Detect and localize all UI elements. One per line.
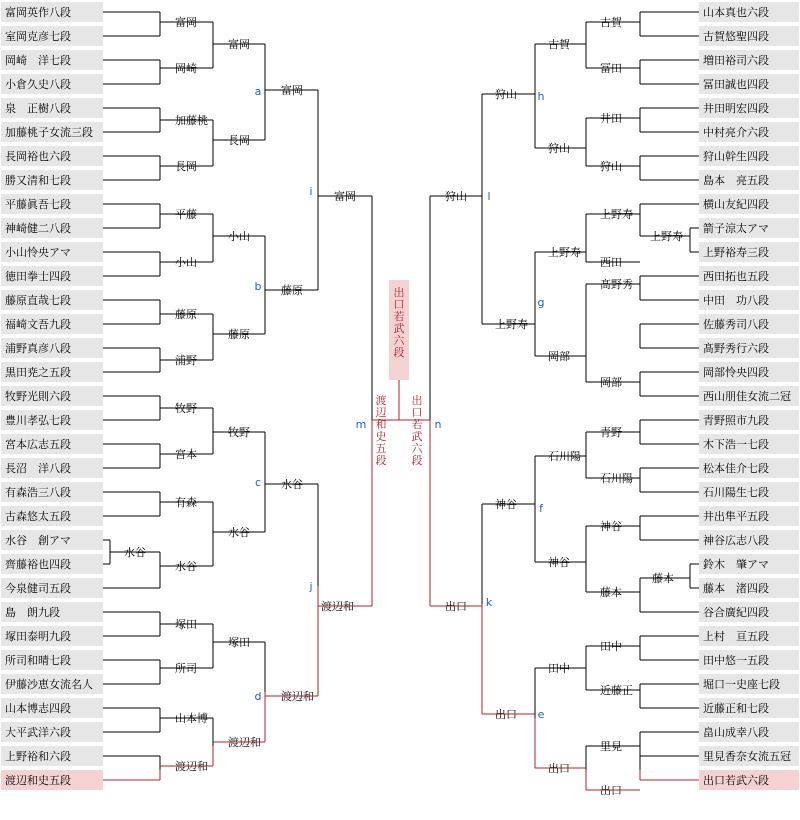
r2-winner-left: 藤原 xyxy=(228,328,250,341)
player-name-left: 徳田拳士四段 xyxy=(5,270,71,283)
player-name-right: 山本真也六段 xyxy=(703,6,769,19)
r1-winner-right: 近藤正 xyxy=(600,684,633,697)
r1-winner-right: 井田 xyxy=(600,112,622,125)
player-name-right: 鈴木 肇アマ xyxy=(703,558,769,571)
r1-winner-left: 岡崎 xyxy=(175,62,197,75)
match-label-right: g xyxy=(537,296,545,309)
player-name-left: 室岡克彦七段 xyxy=(5,30,71,43)
r1-winner-right: 上野寿 xyxy=(600,208,633,221)
player-name-left: 長岡裕也六段 xyxy=(5,150,71,163)
player-name-right: 里見香奈女流五冠 xyxy=(703,750,791,763)
r2-winner-right: 出口 xyxy=(548,762,570,775)
player-name-right: 中田 功八段 xyxy=(703,294,769,307)
player-name-left: 豊川孝弘七段 xyxy=(5,414,71,427)
player-name-right: 畠山成幸八段 xyxy=(703,726,769,739)
prelim-winner-left: 水谷 xyxy=(124,546,146,559)
r2-winner-left: 富岡 xyxy=(228,38,250,51)
player-name-left: 牧野光則六段 xyxy=(5,390,71,403)
player-name-right: 堀口一史座七段 xyxy=(703,678,780,691)
player-name-left: 伊藤沙恵女流名人 xyxy=(5,678,93,691)
match-label-right: l xyxy=(487,190,491,203)
r1-winner-right: 岡部 xyxy=(600,376,622,389)
r1-winner-left: 有森 xyxy=(175,496,197,509)
r1-winner-right: 西田 xyxy=(600,256,622,269)
match-label-left: c xyxy=(254,476,262,489)
r4-winner-left: 富岡 xyxy=(334,190,356,203)
r4-winner-left: 渡辺和 xyxy=(321,600,354,613)
r1-winner-left: 浦野 xyxy=(175,354,197,367)
r1-winner-right: 藤本 xyxy=(600,586,622,599)
player-name-left: 山本博志四段 xyxy=(5,702,71,715)
player-name-left: 富岡英作八段 xyxy=(5,6,71,19)
player-name-right: 近藤正和七段 xyxy=(703,702,769,715)
r1-winner-left: 長岡 xyxy=(175,160,197,173)
r1-winner-right: 石川陽 xyxy=(600,472,633,485)
player-name-right: 上村 亘五段 xyxy=(703,630,769,643)
r1-winner-right: 青野 xyxy=(600,426,622,439)
r3-winner-right: 出口 xyxy=(495,708,517,721)
player-name-right: 冨田誠也四段 xyxy=(703,78,769,91)
player-name-right: 髙野秀行六段 xyxy=(703,342,769,355)
r3-winner-right: 狩山 xyxy=(495,88,517,101)
player-name-left: 有森浩三八段 xyxy=(5,486,71,499)
match-label-right: k xyxy=(485,596,493,609)
r3-winner-right: 上野寿 xyxy=(495,318,528,331)
match-label-left: b xyxy=(254,280,262,293)
player-name-right: 木下浩一七段 xyxy=(703,438,769,451)
r4-winner-right: 出口 xyxy=(445,600,467,613)
r2-winner-left: 小山 xyxy=(228,230,250,243)
match-label-right: e xyxy=(537,708,545,721)
r2-winner-right: 上野寿 xyxy=(548,246,581,259)
r1-winner-right: 冨田 xyxy=(600,62,622,75)
r3-winner-left: 富岡 xyxy=(281,84,303,97)
player-name-right: 中村亮介六段 xyxy=(703,126,769,139)
r2-winner-right: 神谷 xyxy=(548,556,570,569)
player-name-right: 井出隼平五段 xyxy=(703,510,769,523)
r3-winner-right: 神谷 xyxy=(495,498,517,511)
player-name-right: 神谷広志八段 xyxy=(703,534,769,547)
r1-winner-left: 加藤桃 xyxy=(175,114,208,127)
r1-winner-right: 古賀 xyxy=(600,16,622,29)
player-name-left: 平藤眞吾七段 xyxy=(5,198,71,211)
player-name-left: 藤原直哉七段 xyxy=(5,294,71,307)
r1-winner-right: 狩山 xyxy=(600,160,622,173)
player-name-left: 宮本広志五段 xyxy=(5,438,71,451)
match-label-left: i xyxy=(309,185,313,198)
player-name-right: 増田裕司六段 xyxy=(703,54,769,67)
match-label-left: a xyxy=(254,85,262,98)
r1-winner-left: 山本博 xyxy=(175,712,208,725)
player-name-right: 横山友紀四段 xyxy=(703,198,769,211)
r1-winner-left: 所司 xyxy=(175,662,197,675)
r2-winner-left: 渡辺和 xyxy=(228,736,261,749)
player-name-left: 神崎健二八段 xyxy=(5,222,71,235)
r1-winner-left: 小山 xyxy=(175,256,197,269)
player-name-left: 浦野真彦八段 xyxy=(5,342,71,355)
player-name-left: 福崎文吾九段 xyxy=(5,318,71,331)
match-label-left: d xyxy=(254,690,262,703)
player-name-right: 古賀悠聖四段 xyxy=(703,30,769,43)
player-name-left: 泉 正樹八段 xyxy=(5,102,71,115)
player-name-left: 島 朗九段 xyxy=(5,606,60,619)
player-name-right: 田中悠一五段 xyxy=(703,654,769,667)
r1-winner-right: 田中 xyxy=(600,640,622,653)
r1-winner-right: 里見 xyxy=(600,740,622,753)
player-name-left: 所司和晴七段 xyxy=(5,654,71,667)
r3-winner-left: 藤原 xyxy=(281,284,303,297)
player-name-left: 岡崎 洋七段 xyxy=(5,54,71,67)
r1-winner-left: 牧野 xyxy=(175,402,197,415)
player-name-left: 長沼 洋八段 xyxy=(5,462,71,475)
r3-winner-left: 水谷 xyxy=(281,478,303,491)
r1-winner-left: 宮本 xyxy=(175,448,197,461)
r2-winner-right: 狩山 xyxy=(548,142,570,155)
player-name-right: 佐藤秀司八段 xyxy=(703,318,769,331)
prelim-winner-right: 上野寿 xyxy=(650,230,683,243)
player-name-right: 出口若武六段 xyxy=(703,774,769,787)
player-name-right: 西山朋佳女流二冠 xyxy=(703,390,791,403)
player-name-left: 今泉健司五段 xyxy=(5,582,71,595)
prelim-winner-right: 藤本 xyxy=(652,572,674,585)
r1-winner-right: 髙野秀 xyxy=(600,278,633,291)
r1-winner-left: 富岡 xyxy=(175,16,197,29)
player-name-left: 大平武洋六段 xyxy=(5,726,71,739)
r1-winner-right: 出口 xyxy=(600,784,622,797)
r2-winner-left: 長岡 xyxy=(228,134,250,147)
r1-winner-right: 神谷 xyxy=(600,520,622,533)
r1-winner-left: 藤原 xyxy=(175,308,197,321)
player-name-right: 藤本 渚四段 xyxy=(703,582,769,595)
player-name-right: 井田明宏四段 xyxy=(703,102,769,115)
player-name-left: 齊藤裕也四段 xyxy=(5,558,71,571)
player-name-right: 上野裕寿三段 xyxy=(703,246,769,259)
r1-winner-left: 平藤 xyxy=(175,208,197,221)
player-name-right: 箭子涼太アマ xyxy=(703,222,769,235)
player-name-left: 古森悠太五段 xyxy=(5,510,71,523)
player-name-left: 塚田泰明九段 xyxy=(5,630,71,643)
player-name-right: 岡部怜央四段 xyxy=(703,366,769,379)
player-name-right: 島本 亮五段 xyxy=(703,174,769,187)
r2-winner-left: 塚田 xyxy=(228,636,250,649)
player-name-right: 狩山幹生四段 xyxy=(703,150,769,163)
r1-winner-left: 塚田 xyxy=(175,618,197,631)
player-name-left: 小山怜央アマ xyxy=(5,246,71,259)
match-label-left: j xyxy=(309,580,313,593)
player-name-left: 上野裕和六段 xyxy=(5,750,71,763)
r1-winner-left: 渡辺和 xyxy=(175,760,208,773)
r3-winner-left: 渡辺和 xyxy=(281,690,314,703)
match-label-right: f xyxy=(539,502,543,515)
r2-winner-left: 水谷 xyxy=(228,526,250,539)
player-name-right: 松本佳介七段 xyxy=(703,462,769,475)
player-name-left: 加藤桃子女流三段 xyxy=(5,126,93,139)
match-label-right: h xyxy=(537,90,545,103)
player-name-left: 渡辺和史五段 xyxy=(5,774,71,787)
finalist-right: 出口若武六段 xyxy=(411,394,423,467)
match-label-left: m xyxy=(355,418,367,431)
finalist-left: 渡辺和史五段 xyxy=(375,394,387,467)
player-name-right: 石川陽生七段 xyxy=(703,486,769,499)
player-name-left: 水谷 創アマ xyxy=(5,534,71,547)
champion-name: 出口若武六段 xyxy=(393,286,405,359)
r2-winner-right: 田中 xyxy=(548,662,570,675)
match-label-right: n xyxy=(434,418,442,431)
r2-winner-right: 古賀 xyxy=(548,38,570,51)
r2-winner-right: 岡部 xyxy=(548,350,570,363)
player-name-right: 西田拓也五段 xyxy=(703,270,769,283)
player-name-left: 勝又清和七段 xyxy=(5,174,71,187)
player-name-right: 谷合廣紀四段 xyxy=(703,606,769,619)
r1-winner-left: 水谷 xyxy=(175,560,197,573)
r2-winner-right: 石川陽 xyxy=(548,450,581,463)
player-name-left: 小倉久史八段 xyxy=(5,78,71,91)
r2-winner-left: 牧野 xyxy=(228,426,250,439)
player-name-left: 黒田尭之五段 xyxy=(5,366,71,379)
r4-winner-right: 狩山 xyxy=(445,190,467,203)
player-name-right: 青野照市九段 xyxy=(703,414,769,427)
